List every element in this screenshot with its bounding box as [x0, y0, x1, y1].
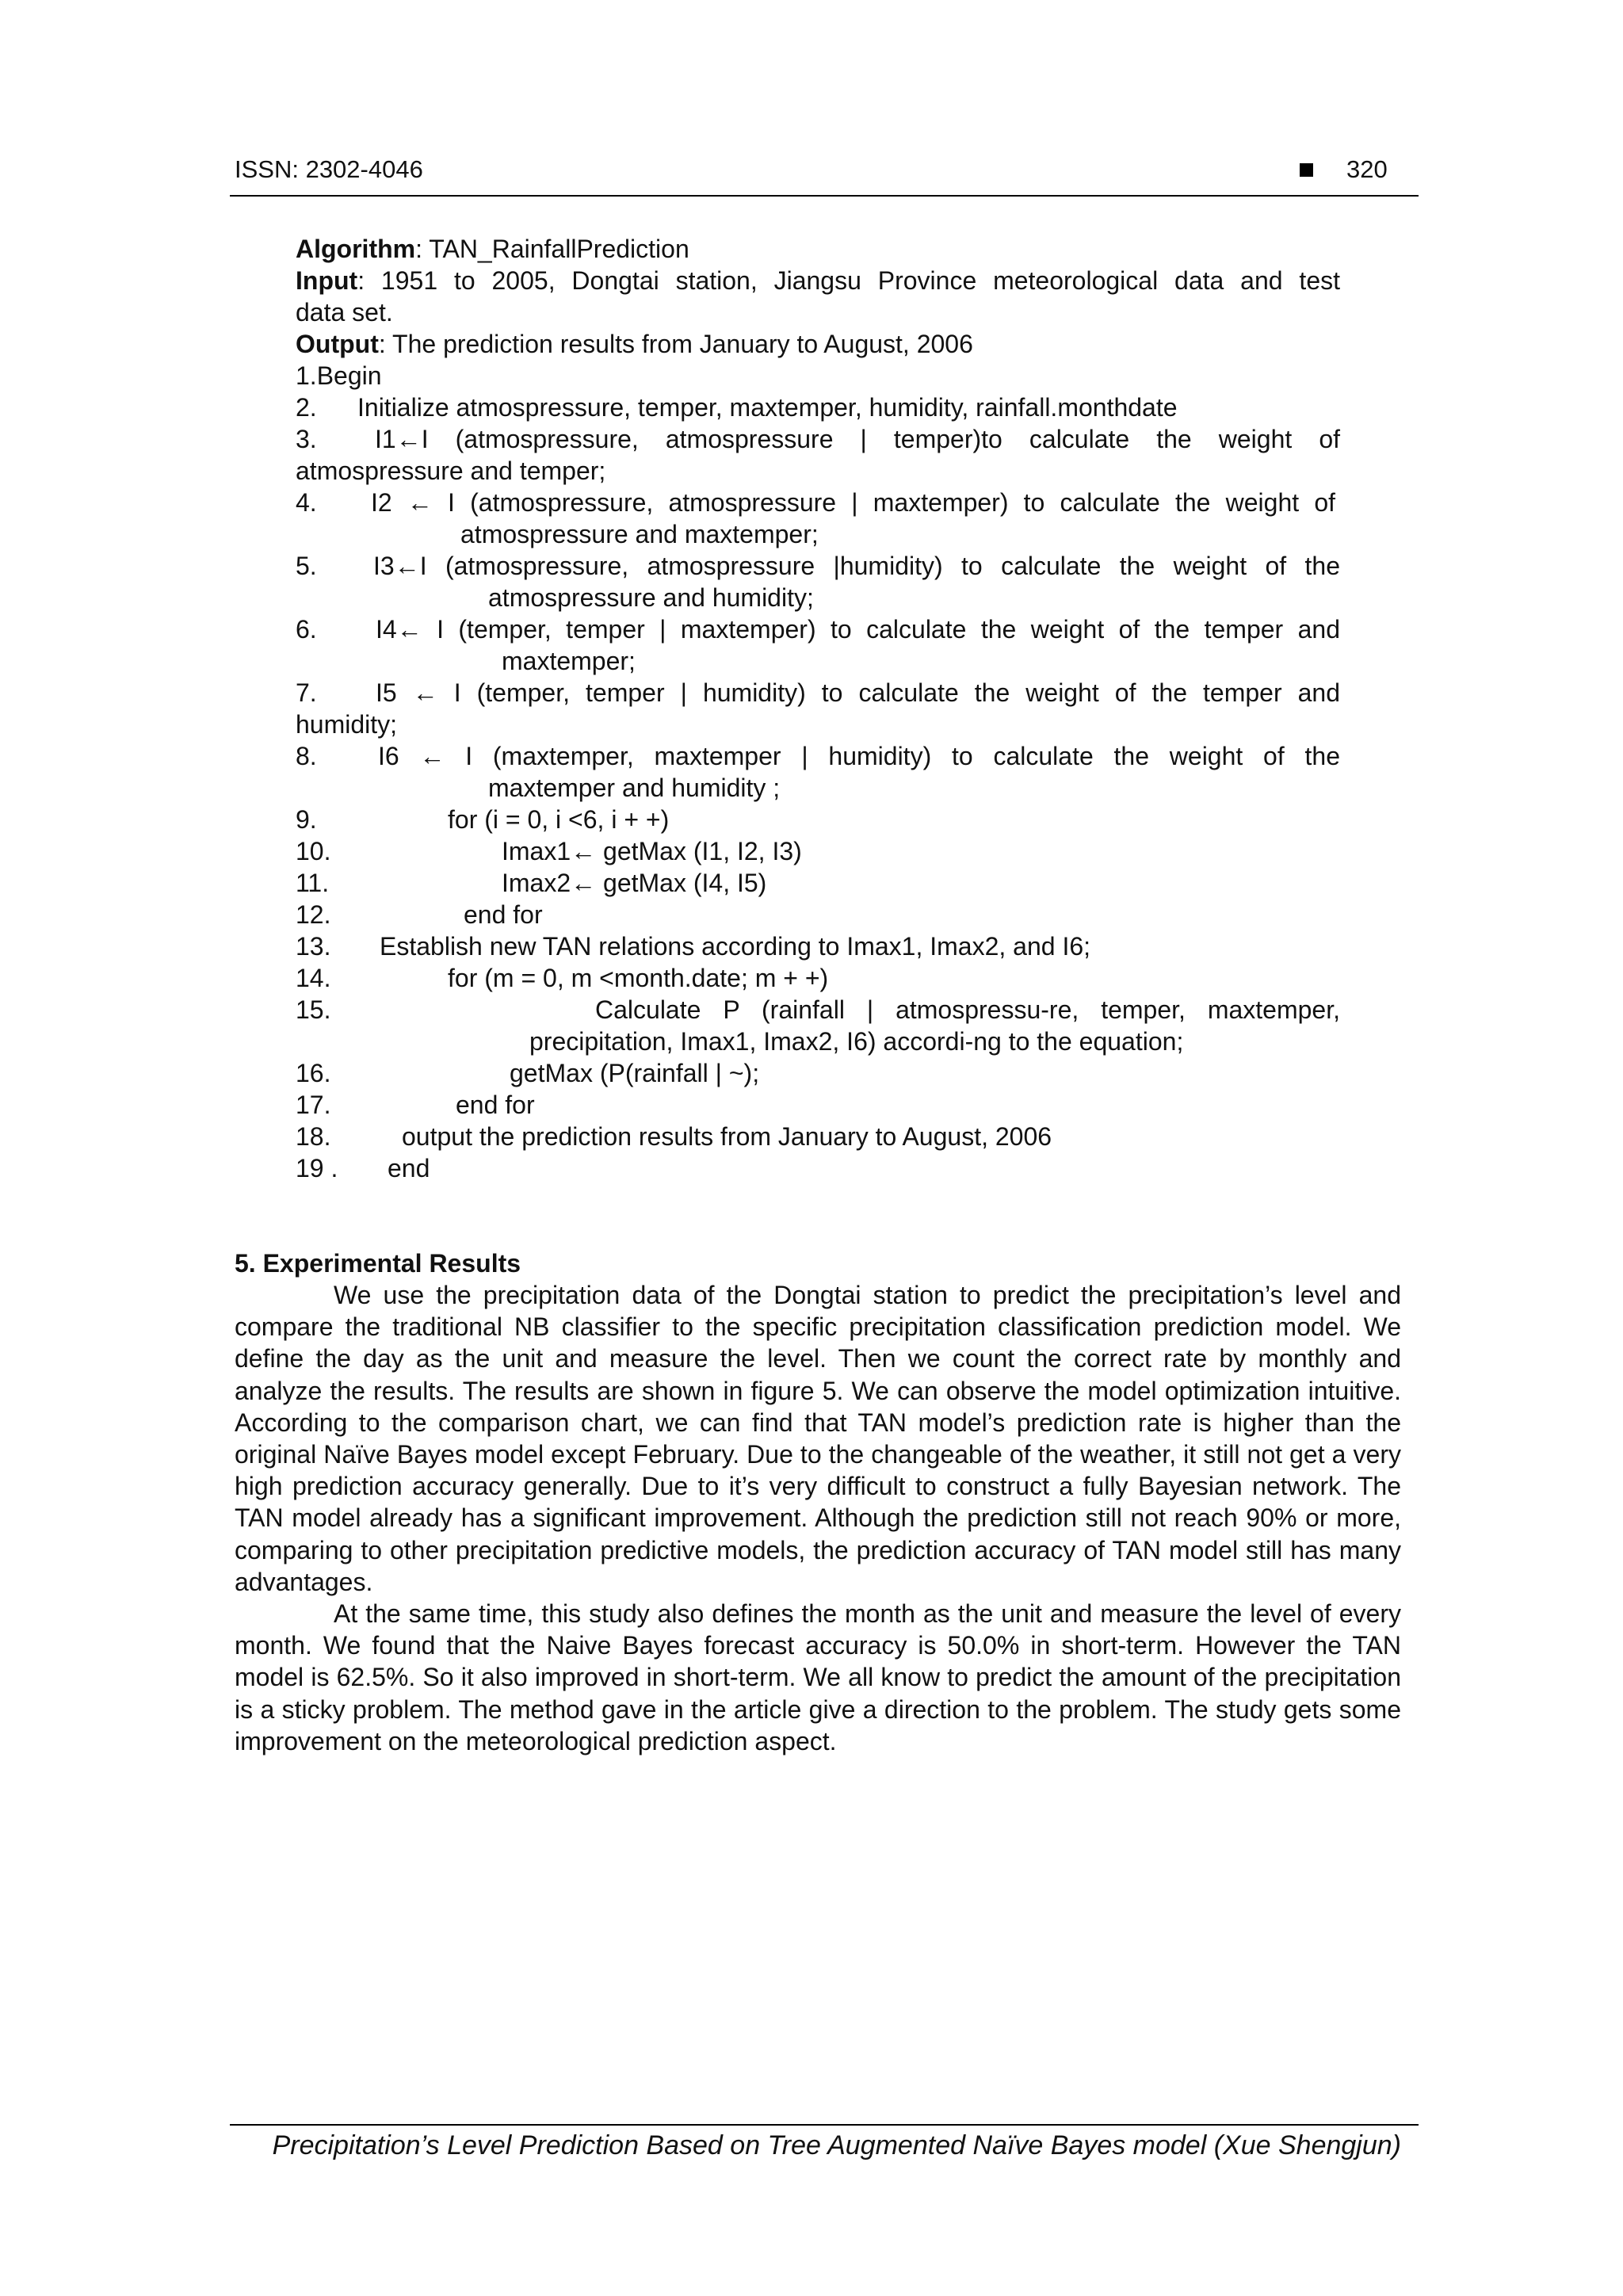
page-number: 320 [1346, 155, 1388, 183]
step-number: 8. [296, 742, 317, 770]
step-text: Imax1← getMax (I1, I2, I3) [502, 837, 802, 865]
algorithm-step [296, 930, 1340, 962]
step-text: I3←I (atmospressure, atmospressure |humidity) to calculate the weight of the [373, 552, 1340, 580]
header-rule [230, 195, 1419, 197]
step-text: I5 ← I (temper, temper | humidity) to calculate the weight of the temper and [376, 678, 1340, 707]
algorithm-step [296, 360, 1340, 392]
step-number: 4. [296, 488, 317, 517]
algorithm-step [296, 962, 1340, 994]
step-text: Calculate P (rainfall | atmospressu-re, temper, maxtemper, [595, 995, 1340, 1024]
algorithm-step [296, 677, 1340, 709]
black-square-icon [1300, 163, 1313, 177]
step-text: I1←I (atmospressure, atmospressure | temper)to calculate the weight of [375, 425, 1340, 453]
algorithm-step [296, 804, 1340, 835]
algorithm-name: : TAN_RainfallPrediction [415, 235, 689, 263]
algorithm-label: Algorithm [296, 235, 416, 263]
step-text: end for [456, 1091, 535, 1119]
journal-issn: ISSN: 2302-4046 [235, 155, 423, 183]
algorithm-step [296, 613, 1340, 645]
step-number: 5. [296, 552, 317, 580]
algorithm-step [296, 1057, 1340, 1089]
step-number: 11. [296, 869, 330, 897]
algorithm-step [296, 867, 1340, 899]
step-number: 16. [296, 1059, 331, 1087]
step-text: I2 ← I (atmospressure, atmospressure | maxtemper) to calculate the weight of [371, 488, 1335, 517]
step-number: 9. [296, 805, 317, 834]
step-continuation: precipitation, Imax1, Imax2, I6) accordi-ng to the equation; [529, 1027, 1184, 1056]
algorithm-step [296, 392, 1340, 423]
step-number: 12. [296, 900, 331, 929]
algorithm-name-line [296, 233, 1340, 265]
step-text: end [388, 1154, 430, 1182]
step-continuation: atmospressure and maxtemper; [460, 520, 819, 548]
algorithm-step [296, 550, 1340, 582]
step-text: for (m = 0, m <month.date; m + +) [448, 964, 829, 992]
step-number: 2. [296, 393, 317, 422]
algorithm-output-line [296, 328, 1340, 360]
step-text: Initialize atmospressure, temper, maxtemper, humidity, rainfall.monthdate [357, 393, 1178, 422]
step-continuation: humidity; [296, 710, 398, 739]
input-value: : 1951 to 2005, Dongtai station, Jiangsu Province meteorological data and test [357, 266, 1340, 295]
paragraph: We use the precipitation data of the Dongtai station to predict the precipitation’s level and compare the traditional NB classifier to the specific precipitation classification prediction model. We define the day as the unit and measure the level. Then we count the correct rate by monthly and analyze the results. The results are shown in figure 5. We can observe the model optimization intuitive. According to the comparison chart, we can find that TAN model’s prediction rate is higher than the original Naïve Bayes model except February. Due to the changeable of the weather, it still not get a very high prediction accuracy generally. Due to it’s very difficult to construct a fully Bayesian network. The TAN model already has a significant improvement. Although the prediction still not reach 90% or more, comparing to other precipitation predictive models, the prediction accuracy of TAN model still has many advantages. [235, 1281, 1401, 1596]
output-value: : The prediction results from January to August, 2006 [378, 330, 973, 358]
algorithm-step [296, 835, 1340, 867]
algorithm-step [296, 487, 1340, 518]
step-number: 14. [296, 964, 331, 992]
algorithm-step [296, 740, 1340, 772]
algorithm-step [296, 1152, 1340, 1184]
step-number: 17. [296, 1091, 331, 1119]
algorithm-input-continuation: data set. [296, 298, 393, 327]
algorithm-step [296, 423, 1340, 455]
step-continuation: maxtemper; [502, 647, 636, 675]
output-label: Output [296, 330, 379, 358]
step-text: Imax2← getMax (I4, I5) [502, 869, 767, 897]
step-text: getMax (P(rainfall | ~); [510, 1059, 760, 1087]
step-text: end for [464, 900, 543, 929]
paragraph: At the same time, this study also defines the month as the unit and measure the level of every month. We found that the Naive Bayes forecast accuracy is 50.0% in short-term. However the TAN model is 62.5%. So it also improved in short-term. We all know to predict the amount of the precipitation is a sticky problem. The method gave in the article give a direction to the problem. The study gets some improvement on the meteorological prediction aspect. [235, 1599, 1401, 1755]
step-continuation: atmospressure and humidity; [488, 583, 814, 612]
step-text: I6 ← I (maxtemper, maxtemper | humidity) to calculate the weight of the [378, 742, 1340, 770]
page-number-area [1300, 155, 1388, 184]
experimental-results-section [235, 1247, 1401, 1757]
running-footer: Precipitation’s Level Prediction Based on Tree Augmented Naïve Bayes model (Xue Shengjun) [272, 2130, 1401, 2160]
step-number: 15. [296, 995, 331, 1024]
algorithm-block [296, 233, 1340, 1184]
step-number: 6. [296, 615, 317, 644]
step-text: I4← I (temper, temper | maxtemper) to calculate the weight of the temper and [376, 615, 1340, 644]
footer-rule [230, 2124, 1419, 2126]
algorithm-step [296, 1089, 1340, 1121]
algorithm-input-line [296, 265, 1340, 296]
step-number: 18. [296, 1122, 331, 1151]
algorithm-step [296, 899, 1340, 930]
algorithm-step [296, 1121, 1340, 1152]
step-text: output the prediction results from January to August, 2006 [402, 1122, 1052, 1151]
step-text: Establish new TAN relations according to Imax1, Imax2, and I6; [380, 932, 1091, 961]
input-label: Input [296, 266, 358, 295]
step-number: 13. [296, 932, 331, 961]
step-text: Begin [316, 361, 382, 390]
step-continuation: maxtemper and humidity ; [488, 774, 781, 802]
step-number: 10. [296, 837, 331, 865]
step-continuation: atmospressure and temper; [296, 457, 606, 485]
algorithm-step [296, 994, 1340, 1026]
step-number: 7. [296, 678, 317, 707]
step-number: 1. [296, 361, 317, 390]
step-text: for (i = 0, i <6, i + +) [448, 805, 670, 834]
step-number: 19 . [296, 1154, 338, 1182]
step-number: 3. [296, 425, 317, 453]
section-heading: 5. Experimental Results [235, 1249, 521, 1278]
